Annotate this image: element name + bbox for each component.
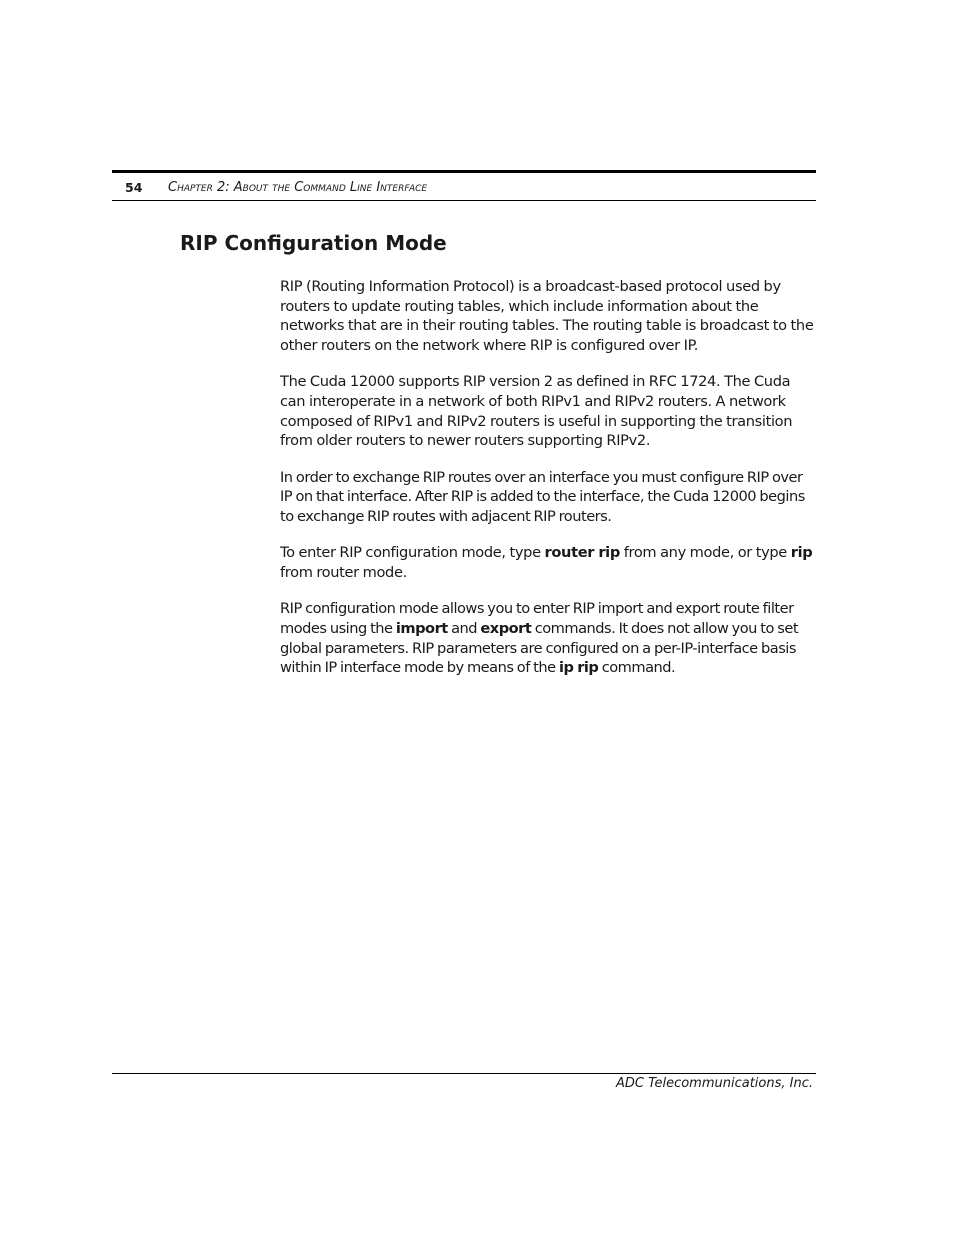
footer-rule — [112, 1073, 816, 1074]
command-router-rip: router rip — [544, 544, 620, 562]
text-run: from any mode, or type — [619, 544, 791, 562]
text-run: command. — [598, 659, 676, 677]
body-text — [280, 277, 816, 694]
paragraph-mode-usage — [280, 599, 816, 678]
text-run: from router mode. — [280, 563, 407, 581]
command-ip-rip: ip rip — [558, 659, 599, 677]
command-rip: rip — [790, 544, 813, 562]
header-rule-bottom — [112, 200, 816, 201]
text-run: To enter RIP configuration mode, type — [280, 544, 545, 562]
paragraph-enter-mode — [280, 543, 816, 582]
paragraph-rip-version: The Cuda 12000 supports RIP version 2 as defined in RFC 1724. The Cuda can interoperate in a network of both RIPv1 and RIPv2 routers. A network composed of RIPv1 and RIPv2 routers is useful in supporting the transition from older routers to newer routers supporting RIPv2. — [280, 373, 793, 450]
page-number: 54 — [125, 179, 143, 195]
header-rule-top — [112, 170, 816, 173]
section-heading: RIP Configuration Mode — [180, 231, 447, 255]
command-import: import — [395, 619, 448, 637]
footer-company: ADC Telecommunications, Inc. — [616, 1076, 813, 1091]
paragraph-rip-exchange: In order to exchange RIP routes over an interface you must configure RIP over IP on that interface. After RIP is added to the interface, the Cuda 12000 begins to exchange RIP routes with adjacent RIP routers. — [280, 468, 805, 526]
chapter-title: Chapter 2: About the Command Line Interface — [168, 179, 428, 195]
text-run: and — [447, 619, 481, 637]
text-run: commands. It does not allow you to set global parameters. RIP parameters are configured on a per-IP-interface basis within IP interface mode by means of the — [280, 619, 799, 677]
paragraph-rip-overview: RIP (Routing Information Protocol) is a broadcast-based protocol used by routers to update routing tables, which include information about the networks that are in their routing tables. The routing table is broadcast to the other routers on the network where RIP is configured over IP. — [280, 278, 814, 355]
running-header — [125, 177, 427, 197]
command-export: export — [480, 619, 532, 637]
text-run: RIP configuration mode allows you to enter RIP import and export route filter modes using the — [280, 600, 794, 637]
